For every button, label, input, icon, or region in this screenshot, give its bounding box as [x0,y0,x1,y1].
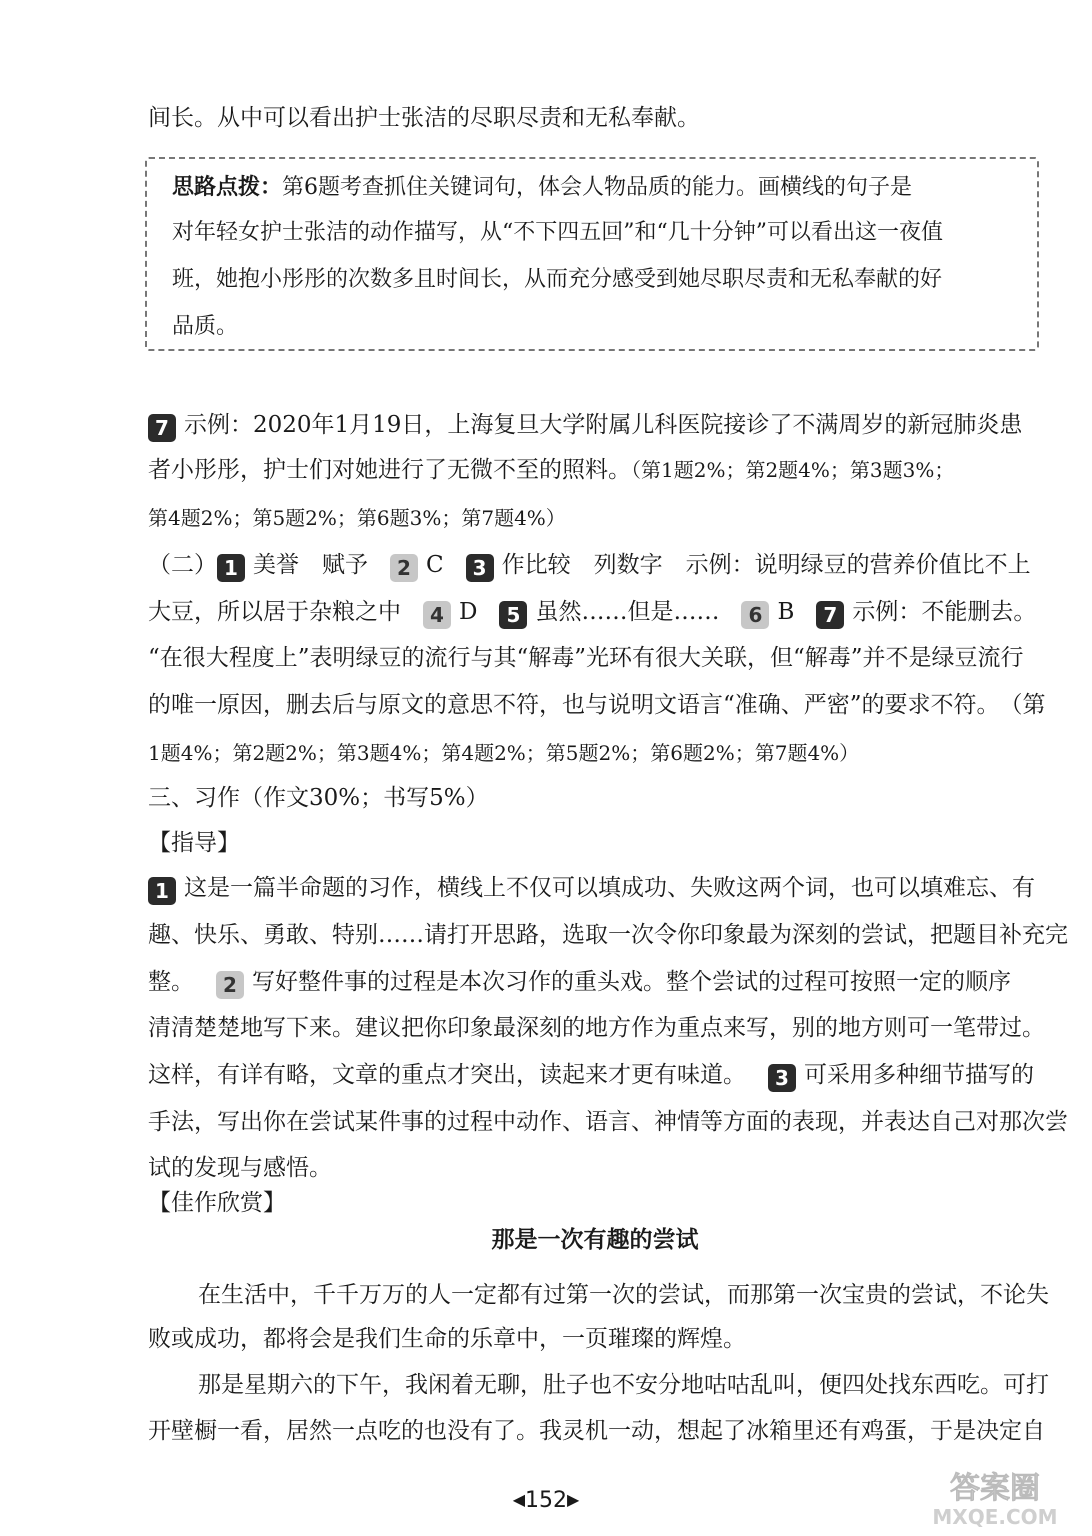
number-badge: 6 [741,601,769,629]
section-2-line-2 [148,597,1042,629]
tip-line-4: 品质。 [172,314,239,339]
answer-text: D [459,599,478,625]
guide-line-2: 趣、快乐、勇敢、特别……请打开思路，选取一次令你印象最为深刻的尝试，把题目补充完 [148,922,1068,948]
text-line: 的唯一原因，删去后与原文的意思不符，也与说明文语言“准确、严密”的要求不符。 （第 [148,692,1046,718]
answer-text: 大豆，所以居于杂粮之中 [148,599,401,625]
essay-heading: 【佳作欣赏】 [148,1190,286,1216]
number-badge: 1 [148,877,176,905]
essay-paragraph-1-cont: 败或成功，都将会是我们生命的乐章中，一页璀璨的辉煌。 [148,1326,746,1352]
guide-line-6: 手法，写出你在尝试某件事的过程中动作、语言、神情等方面的表现，并表达自己对那次尝 [148,1109,1068,1135]
essay-paragraph-1: 在生活中，千千万万的人一定都有过第一次的尝试，而那第一次宝贵的尝试，不论失 [198,1282,1049,1308]
guide-text: 这是一篇半命题的习作，横线上不仅可以填成功、失败这两个词，也可以填难忘、有 [184,875,1035,901]
number-badge: 7 [816,601,844,629]
tip-label: 思路点拨： [172,174,283,200]
score-text: （第1题2%；第2题4%；第3题3%； [631,458,955,482]
svg-text:答案圈: 答案圈 [950,1471,1040,1506]
essay-paragraph-2: 那是星期六的下午，我闲着无聊，肚子也不安分地咕咕乱叫，便四处找东西吃。可打 [198,1372,1049,1398]
left-triangle-icon: ◀ [512,1490,525,1509]
number-badge: 2 [390,554,418,582]
guide-line-4: 清清楚楚地写下来。建议把你印象最深刻的地方作为重点来写，别的地方则可一笔带过。 [148,1015,1045,1041]
answer-text: 美誉 赋予 [253,552,368,578]
score-text: 第4题2%；第5题2%；第6题3%；第7题4%） [148,506,566,530]
number-badge: 7 [148,414,176,442]
number-badge: 2 [216,971,244,999]
tip-line-1 [172,172,1034,203]
answer-text: 示例：2020年1月19日，上海复旦大学附属儿科医院接诊了不满周岁的新冠肺炎患 [184,412,1023,438]
section-2-line-1 [148,550,1042,582]
guide-line-5 [148,1060,1042,1092]
number-badge: 4 [423,601,451,629]
answer-7 [148,410,1042,442]
tip-line-2: 对年轻女护士张洁的动作描写，从“不下四五回”和“几十分钟”可以看出这一夜值 [172,220,943,245]
text-line: “在很大程度上”表明绿豆的流行与其“解毒”光环有很大关联，但“解毒”并不是绿豆流行 [148,645,1024,671]
guide-text: 这样，有详有略，文章的重点才突出，读起来才更有味道。 [148,1062,746,1088]
guide-line-3 [148,967,1042,999]
section-label: （二） [148,552,217,578]
answer-text: 示例：不能删去。 [852,599,1037,625]
page-number-text: 152 [525,1488,567,1513]
number-badge: 3 [466,554,494,582]
tip-text: 第6题考查抓住关键词句，体会人物品质的能力。画横线的句子是 [282,175,913,200]
answer-text: 作比较 列数字 示例：说明绿豆的营养价值比不上 [501,552,1031,578]
tip-line-3: 班，她抱小彤彤的次数多且时间长，从而充分感受到她尽职尽责和无私奉献的好 [172,267,943,292]
answer-text: B [777,599,795,625]
guide-text: 可采用多种细节描写的 [804,1062,1034,1088]
watermark-logo [905,1462,1085,1532]
answer-text: 者小彤彤，护士们对她进行了无微不至的照料。 [148,457,631,483]
number-badge: 1 [217,554,245,582]
answer-text: 虽然……但是…… [535,599,720,625]
number-badge: 3 [768,1064,796,1092]
right-triangle-icon: ▶ [567,1490,580,1509]
svg-text:MXQE.COM: MXQE.COM [932,1505,1058,1529]
essay-title: 那是一次有趣的尝试 [491,1227,699,1253]
guide-heading: 【指导】 [148,830,240,856]
guide-line-1 [148,873,1042,905]
text-line: 间长。从中可以看出护士张洁的尽职尽责和无私奉献。 [148,105,700,131]
answer-7-cont [148,455,1042,485]
guide-text: 写好整件事的过程是本次习作的重头戏。整个尝试的过程可按照一定的顺序 [252,969,1011,995]
number-badge: 5 [499,601,527,629]
answer-text: C [426,552,444,578]
score-text: 1题4%；第2题2%；第3题4%；第4题2%；第5题2%；第6题2%；第7题4%） [148,741,860,765]
guide-line-7: 试的发现与感悟。 [148,1155,332,1181]
essay-paragraph-2-cont: 开壁橱一看，居然一点吃的也没有了。我灵机一动，想起了冰箱里还有鸡蛋，于是决定自 [148,1418,1045,1444]
guide-text: 整。 [148,969,194,995]
section-3-heading: 三、习作（作文30%；书写5%） [148,785,489,811]
